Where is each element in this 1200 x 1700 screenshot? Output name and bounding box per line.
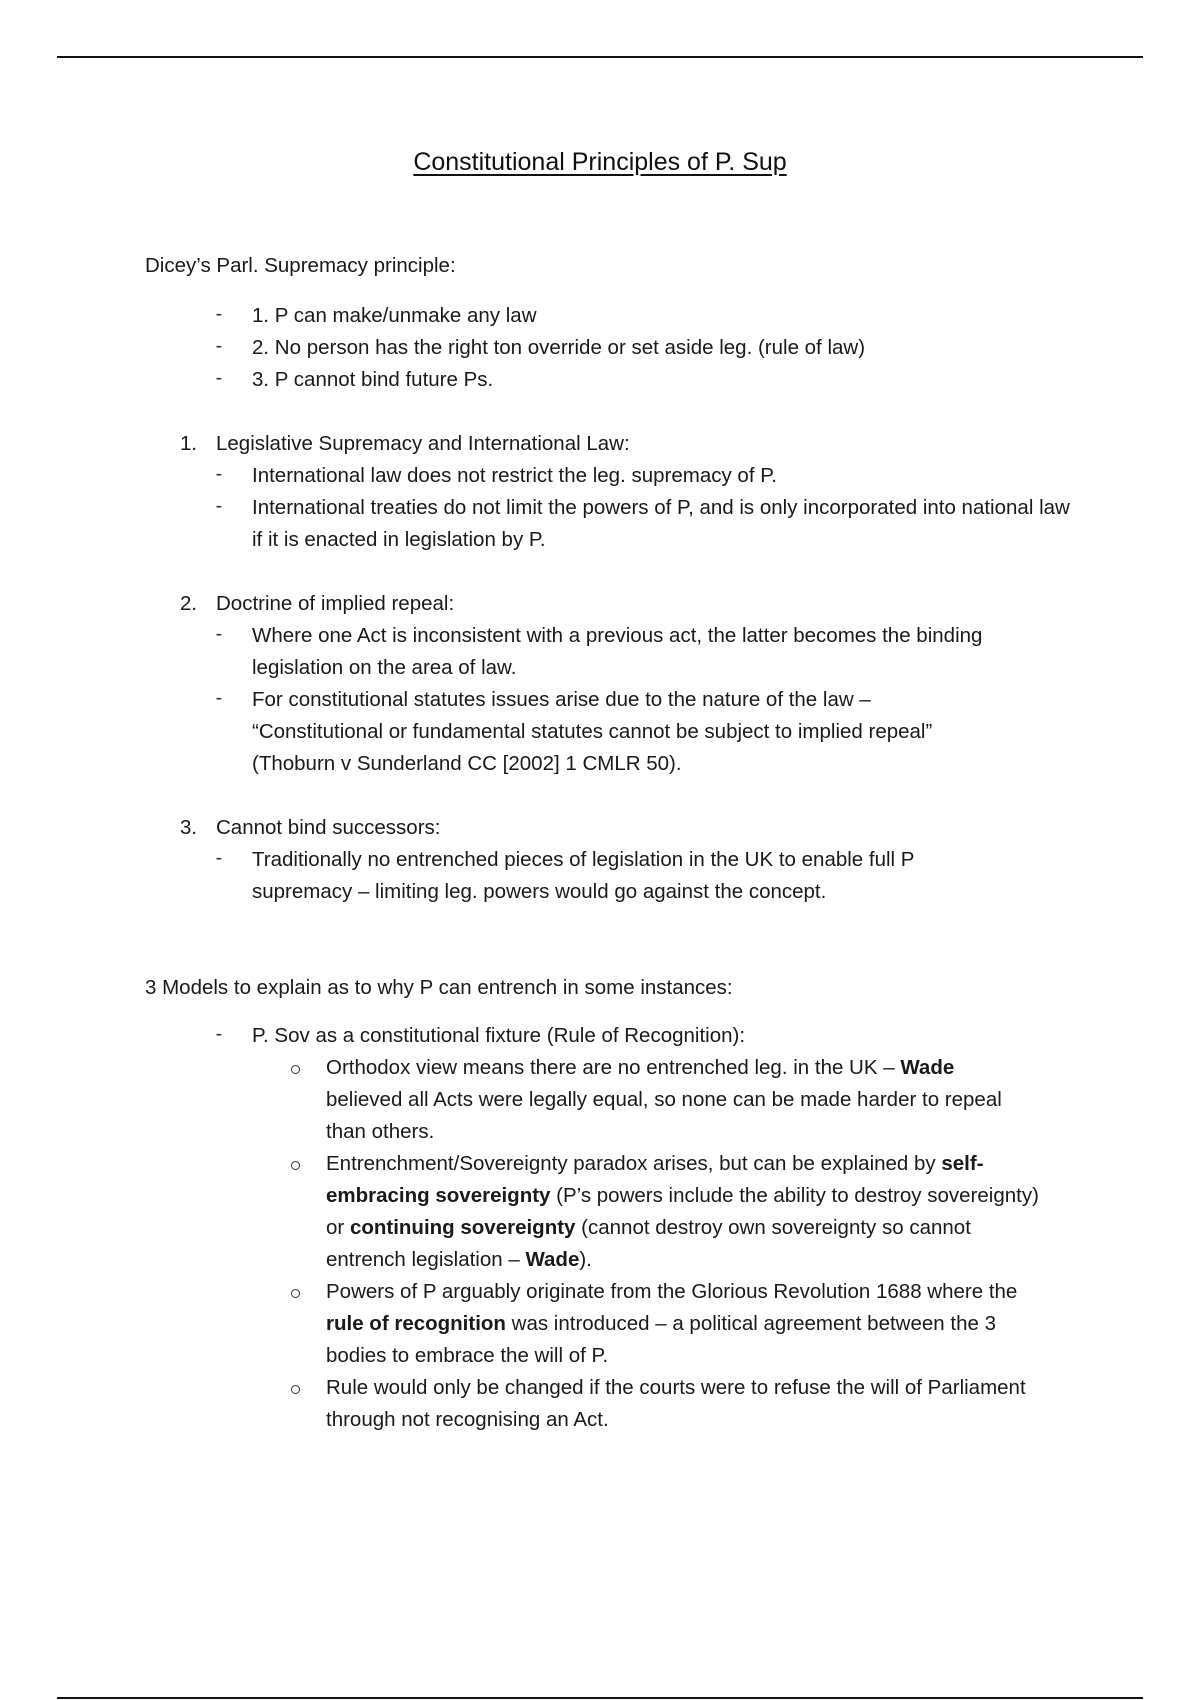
- section-3-number: 3.: [180, 816, 198, 839]
- model-point-2-continuing: continuing sovereignty: [349, 1216, 576, 1239]
- dash-bullet: -: [215, 1023, 223, 1045]
- page-title: Constitutional Principles of P. Sup: [413, 148, 787, 176]
- dash-bullet: -: [215, 367, 223, 389]
- model-point-3: [326, 1276, 1046, 1372]
- dash-bullet: -: [215, 495, 223, 517]
- model-point-2-wade: Wade: [525, 1248, 580, 1271]
- dash-bullet: -: [215, 335, 223, 357]
- model-point-4-text-a: Rule would only be changed if the courts were to refuse the will of Parliament through not recognising an Act.: [326, 1376, 1026, 1431]
- model-point-3-text-a: Powers of P arguably originate from the Glorious Revolution 1688 where the: [326, 1280, 1018, 1303]
- model-point-1-text-c: believed all Acts were legally equal, so none can be made harder to repeal than others.: [326, 1088, 1002, 1143]
- dicey-item-3: 3. P cannot bind future Ps.: [252, 368, 494, 391]
- section-1-heading: Legislative Supremacy and International Law:: [216, 432, 630, 455]
- model-point-1: [326, 1052, 1026, 1148]
- section-2-number: 2.: [180, 592, 198, 615]
- section-2-bullet-1: Where one Act is inconsistent with a previous act, the latter becomes the binding legislation on the area of law.: [252, 624, 983, 679]
- circle-bullet-icon: [291, 1065, 300, 1074]
- dash-bullet: -: [215, 687, 223, 709]
- top-rule: [57, 56, 1143, 58]
- dash-bullet: -: [215, 303, 223, 325]
- circle-bullet-icon: [291, 1161, 300, 1170]
- dash-bullet: -: [215, 623, 223, 645]
- model-point-2-self: self-: [941, 1152, 984, 1175]
- section-2-heading: Doctrine of implied repeal:: [216, 592, 455, 615]
- section-3-heading: Cannot bind successors:: [216, 816, 441, 839]
- section-1-bullet-1: International law does not restrict the leg. supremacy of P.: [252, 464, 777, 487]
- model-point-2-text-h: ).: [579, 1248, 592, 1271]
- circle-bullet-icon: [291, 1385, 300, 1394]
- model-point-1-text-a: Orthodox view means there are no entrenched leg. in the UK –: [326, 1056, 901, 1079]
- model-point-3-text-c: was introduced – a political agreement between the 3 bodies to embrace the will of P.: [326, 1312, 996, 1367]
- dash-bullet: -: [215, 847, 223, 869]
- model-point-2-embracing: embracing sovereignty: [326, 1184, 551, 1207]
- dicey-item-1: 1. P can make/unmake any law: [252, 304, 537, 327]
- dicey-item-2: 2. No person has the right ton override or set aside leg. (rule of law): [252, 336, 866, 359]
- model-1-heading: P. Sov as a constitutional fixture (Rule of Recognition):: [252, 1024, 746, 1047]
- section-1-number: 1.: [180, 432, 198, 455]
- models-heading: 3 Models to explain as to why P can entrench in some instances:: [145, 976, 733, 999]
- dicey-heading: Dicey’s Parl. Supremacy principle:: [145, 254, 456, 277]
- model-point-4: [326, 1372, 1026, 1436]
- circle-bullet-icon: [291, 1289, 300, 1298]
- model-point-3-rule: rule of recognition: [326, 1312, 506, 1335]
- model-point-2-text-a: Entrenchment/Sovereignty paradox arises, but can be explained by: [326, 1152, 942, 1175]
- model-point-2: [326, 1148, 1046, 1276]
- dash-bullet: -: [215, 463, 223, 485]
- bottom-rule: [57, 1697, 1143, 1699]
- section-3-bullet-1: Traditionally no entrenched pieces of legislation in the UK to enable full P supremacy – limiting leg. powers would go against the concept.: [252, 848, 915, 903]
- model-point-2-text-d: (P’s powers include the ability to destroy sovereignty) or: [326, 1184, 1039, 1239]
- section-2-bullet-2: For constitutional statutes issues arise due to the nature of the law – “Constitutional or fundamental statutes cannot be subject to implied repeal” (Thoburn v Sunderland CC [2002] 1 CMLR 50).: [252, 688, 933, 775]
- section-1-bullet-2: International treaties do not limit the powers of P, and is only incorporated into national law if it is enacted in legislation by P.: [252, 496, 1070, 551]
- model-point-1-wade: Wade: [900, 1056, 955, 1079]
- model-point-2-text-f: (cannot destroy own sovereignty so cannot entrench legislation –: [326, 1216, 971, 1271]
